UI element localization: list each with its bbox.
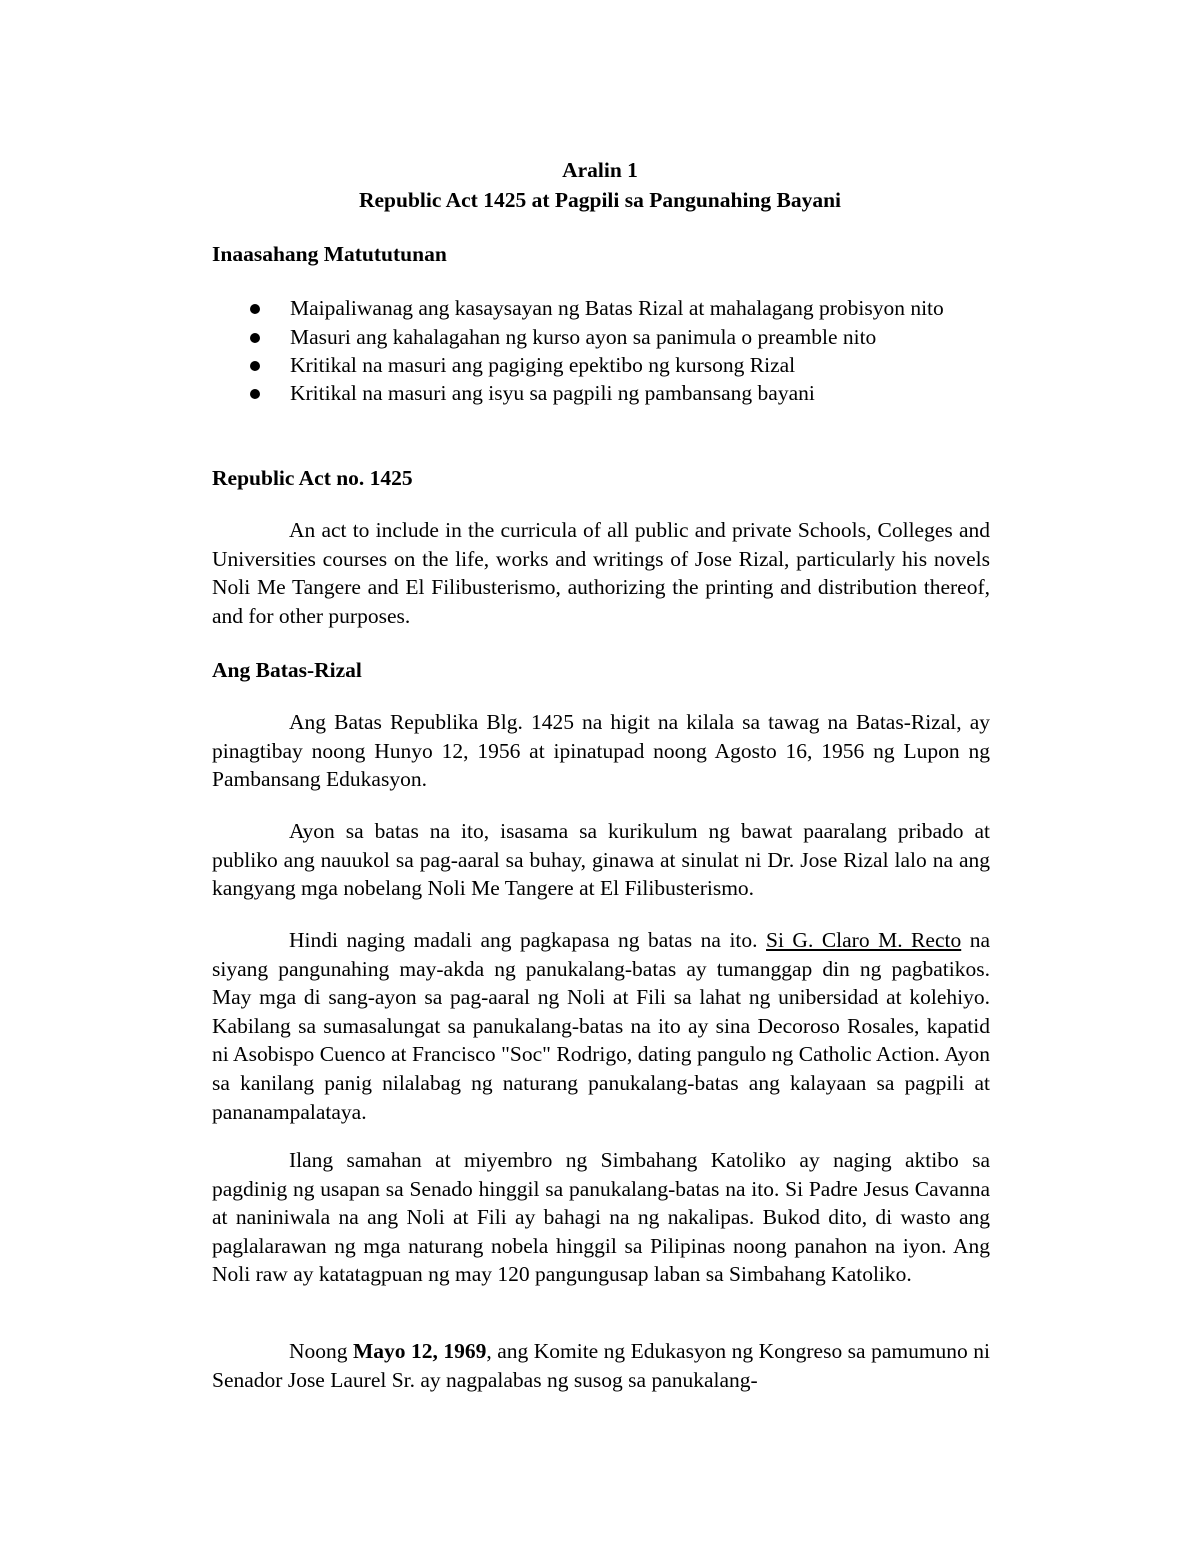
objectives-list [250,294,1010,407]
list-item-text: Maipaliwanag ang kasaysayan ng Batas Rizal at mahalagang probisyon nito [290,296,944,320]
list-item [250,294,1010,322]
claro-recto-underlined: Si G. Claro M. Recto [766,928,962,952]
batas-rizal-heading: Ang Batas-Rizal [212,658,362,682]
p3-text-start: Hindi naging madali ang pagkapasa ng batas na ito. [289,928,767,952]
lesson-number: Aralin 1 [562,158,638,182]
bullet-icon [250,361,260,371]
bullet-icon [250,304,260,314]
list-item [250,323,1010,351]
batas-paragraph-4: Ilang samahan at miyembro ng Simbahang Katoliko ay naging aktibo sa pagdinig ng usapan sa Senado hinggil sa panukalang-batas na ito. Si Padre Jesus Cavanna at naniniwala na ang Noli at Fili ay bahagi na ng nakalipas. Bukod dito, di wasto ang paglalarawan ng mga naturang nobela hinggil sa Pilipinas noong panahon na iyon. Ang Noli raw ay katatagpuan ng may 120 pangungusap laban sa Simbahang Katoliko. [212,1148,990,1287]
list-item-text: Kritikal na masuri ang isyu sa pagpili ng pambansang bayani [290,381,815,405]
batas-paragraph-3 [212,926,990,1126]
bullet-icon [250,333,260,343]
list-item [250,351,1010,379]
ra-heading: Republic Act no. 1425 [212,466,413,490]
lesson-title: Republic Act 1425 at Pagpili sa Pangunahing Bayani [358,188,842,212]
ra-description: An act to include in the curricula of all public and private Schools, Colleges and Universities courses on the life, works and writings of Jose Rizal, particularly his novels Noli Me Tangere and El Filibusterismo, authorizing the printing and distribution thereof, and for other purposes. [212,518,990,628]
p5-text-start: Noong [289,1339,353,1363]
list-item-text: Kritikal na masuri ang pagiging epektibo ng kursong Rizal [290,353,796,377]
objectives-heading: Inaasahang Matututunan [212,242,447,266]
batas-paragraph-1: Ang Batas Republika Blg. 1425 na higit na kilala sa tawag na Batas-Rizal, ay pinagtibay noong Hunyo 12, 1956 at ipinatupad noong Agosto 16, 1956 ng Lupon ng Pambansang Edukasyon. [212,710,990,792]
list-item [250,379,1010,407]
date-bold: Mayo 12, 1969 [353,1339,487,1363]
batas-paragraph-2: Ayon sa batas na ito, isasama sa kurikulum ng bawat paaralang pribado at publiko ang nauukol sa pag-aaral sa buhay, ginawa at sinulat ni Dr. Jose Rizal lalo na ang kangyang mga nobelang Noli Me Tangere at El Filibusterismo. [212,819,990,901]
p3-text-rest: na siyang pangunahing may-akda ng panukalang-batas ay tumanggap din ng pagbatikos. May mga di sang-ayon sa pag-aaral ng Noli at Fili sa lahat ng unibersidad at kolehiyo. Kabilang sa sumasalungat sa panukalang-batas na ito ay sina Decoroso Rosales, kapatid ni Asobispo Cuenco at Francisco "Soc" Rodrigo, dating pangulo ng Catholic Action. Ayon sa kanilang panig nilalabag ng naturang panukalang-batas ang kalayaan sa pagpili at pananampalataya. [212,928,990,1124]
batas-paragraph-5 [212,1337,990,1394]
p5-text-rest: , ang Komite ng Edukasyon ng Kongreso sa pamumuno ni Senador Jose Laurel Sr. ay nagpalabas ng susog sa panukalang- [212,1339,990,1392]
bullet-icon [250,389,260,399]
list-item-text: Masuri ang kahalagahan ng kurso ayon sa panimula o preamble nito [290,325,877,349]
